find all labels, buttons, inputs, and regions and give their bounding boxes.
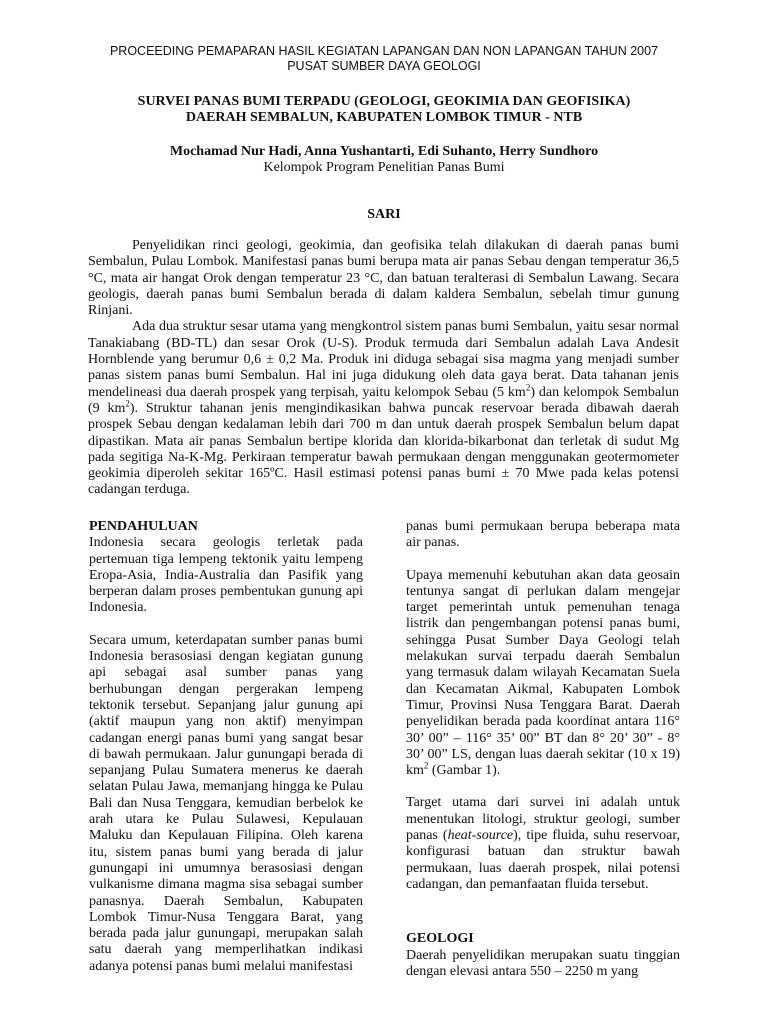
header-line-2: PUSAT SUMBER DAYA GEOLOGI [287, 59, 481, 73]
body-paragraph: Secara umum, keterdapatan sumber panas bumi Indonesia berasosiasi dengan kegiatan gunung api sebagai asal sumber panas yang berhubungan dengan pergerakan lempeng tektonik tersebut. Sepanjang jalur gunung api (aktif maupun yang non aktif) menyimpan cadangan energi panas bumi yang sangat besar di bawah permukaan. Jalur gunungapi berada di sepanjang Pulau Sumatera menerus ke daerah selatan Pulau Jawa, memanjang hingga ke Pulau Bali dan Nusa Tenggara, kemudian berbelok ke arah utara ke Pulau Sulawesi, Kepulauan Maluku dan Kepulauan Filipina. Oleh karena itu, sistem panas bumi yang berada di jalur gunungapi ini umumnya berasosiasi dengan vulkanisme dimana magma sisa sebagai sumber panasnya. Daerah Sembalun, Kabupaten Lombok Timur-Nusa Tenggara Barat, yang berada pada jalur gunungapi, merupakan salah satu daerah yang memperlihatkan indikasi adanya potensi panas bumi melalui manifestasi [89, 632, 363, 974]
abstract-text: ). Struktur tahanan jenis mengindikasikan bahwa puncak reservoar berada dibawah daerah prospek Sebau dengan kedalaman lebih dari 700 m dan untuk daerah prospek Sembalun belum dapat dipastikan. Mata air panas Sembalun bertipe klorida dan klorida-bikarbonat dan terletak di sudut Mg pada segitiga Na-K-Mg. Perkiraan temperatur bawah permukaan dengan menggunakan geotermometer geokimia diperoleh sekitar 165ºC. Hasil estimasi potensi panas bumi ± 70 Mwe pada kelas potensi cadangan terduga. [88, 400, 679, 498]
section-heading-pendahuluan: PENDAHULUAN [89, 519, 198, 534]
body-text: (Gambar 1). [428, 763, 501, 779]
header-line-1: PROCEEDING PEMAPARAN HASIL KEGIATAN LAPANGAN DAN NON LAPANGAN TAHUN 2007 [109, 44, 659, 58]
proceeding-header [0, 44, 768, 74]
superscript: 2 [423, 760, 429, 771]
body-paragraph: panas bumi permukaan berupa beberapa mata air panas. [406, 519, 680, 551]
body-paragraph [406, 568, 680, 780]
body-text: ), tipe fluida, suhu reservoar, konfigurasi batuan dan struktur bawah permukaan, luas daerah prospek, nilai potensi cadangan, dan pemanfaatan fluida tersebut. [406, 828, 680, 892]
left-column [89, 519, 363, 991]
paper-title [0, 94, 768, 126]
body-paragraph [406, 795, 680, 893]
authors: Mochamad Nur Hadi, Anna Yushantarti, Edi Suhanto, Herry Sundhoro [169, 144, 599, 159]
superscript: 2 [125, 398, 130, 409]
abstract-paragraph-1: Penyelidikan rinci geologi, geokimia, dan geofisika telah dilakukan di daerah panas bumi Sembalun, Pulau Lombok. Manifestasi panas bumi berupa mata air panas Sebau dengan temperatur 36,5 °C, mata air hangat Orok dengan temperatur 23 °C, dan batuan teralterasi di Sembalun Lawang. Secara geologis, daerah panas bumi Sembalun berada di dalam kaldera Sembalun, sebelah timur gunung Rinjani. [88, 238, 679, 319]
affiliation: Kelompok Program Penelitian Panas Bumi [263, 160, 505, 175]
spacer [406, 909, 680, 931]
abstract-paragraph-2 [88, 319, 679, 498]
body-paragraph: Daerah penyelidikan merupakan suatu tinggian dengan elevasi antara 550 – 2250 m yang [406, 947, 680, 979]
body-paragraph: Indonesia secara geologis terletak pada pertemuan tiga lempeng tektonik yaitu lempeng Eropa-Asia, India-Australia dan Pasifik yang berperan dalam proses pembentukan gunung api Indonesia. [89, 535, 363, 616]
abstract [88, 238, 679, 499]
superscript: 2 [525, 382, 531, 393]
abstract-text: Ada dua struktur sesar utama yang mengkontrol sistem panas bumi Sembalun, yaitu sesar normal Tanakiabang (BD-TL) dan sesar Orok (U-S). Produk termuda dari Sembalun adalah Lava Andesit Hornblende yang berumur 0,6 ± 0,2 Ma. Produk ini diduga sebagai sisa magma yang menjadi sumber panas sistem panas bumi Sembalun. Hal ini juga didukung oleh data gaya berat. Data tahanan jenis mendelineasi dua daerah prospek yang terpisah, yaitu kelompok Sebau (5 km [88, 319, 679, 400]
body-text: Upaya memenuhi kebutuhan akan data geosain tentunya sangat di perlukan dalam mengejar target pemerintah untuk pemenuhan tenaga listrik dan pengembangan potensi panas bumi, sehingga Pusat Sumber Daya Geologi telah melakukan survai terpadu daerah Sembalun yang termasuk dalam wilayah Kecamatan Suela dan Kecamatan Aikmal, Kabupaten Lombok Timur, Provinsi Nusa Tenggara Barat. Daerah penyelidikan berada pada koordinat antara 116° 30’ 00” – 116° 35’ 00” BT dan 8° 20’ 30” - 8° 30’ 00” LS, dengan luas daerah sekitar (10 x 19) km [406, 567, 680, 779]
title-line-2: DAERAH SEMBALUN, KABUPATEN LOMBOK TIMUR - NTB [185, 110, 583, 125]
section-heading-geologi: GEOLOGI [406, 931, 474, 947]
right-column [406, 519, 680, 996]
abstract-text: ) dan kelompok Sembalun (9 km [88, 384, 679, 416]
abstract-heading: SARI [367, 207, 401, 222]
body-text: Target utama dari survei ini adalah untuk menentukan litologi, struktur geologi, sumber panas ( [406, 795, 680, 844]
title-line-1: SURVEI PANAS BUMI TERPADU (GEOLOGI, GEOKIMIA DAN GEOFISIKA) [137, 94, 631, 109]
italic-term: heat-source [447, 828, 514, 844]
